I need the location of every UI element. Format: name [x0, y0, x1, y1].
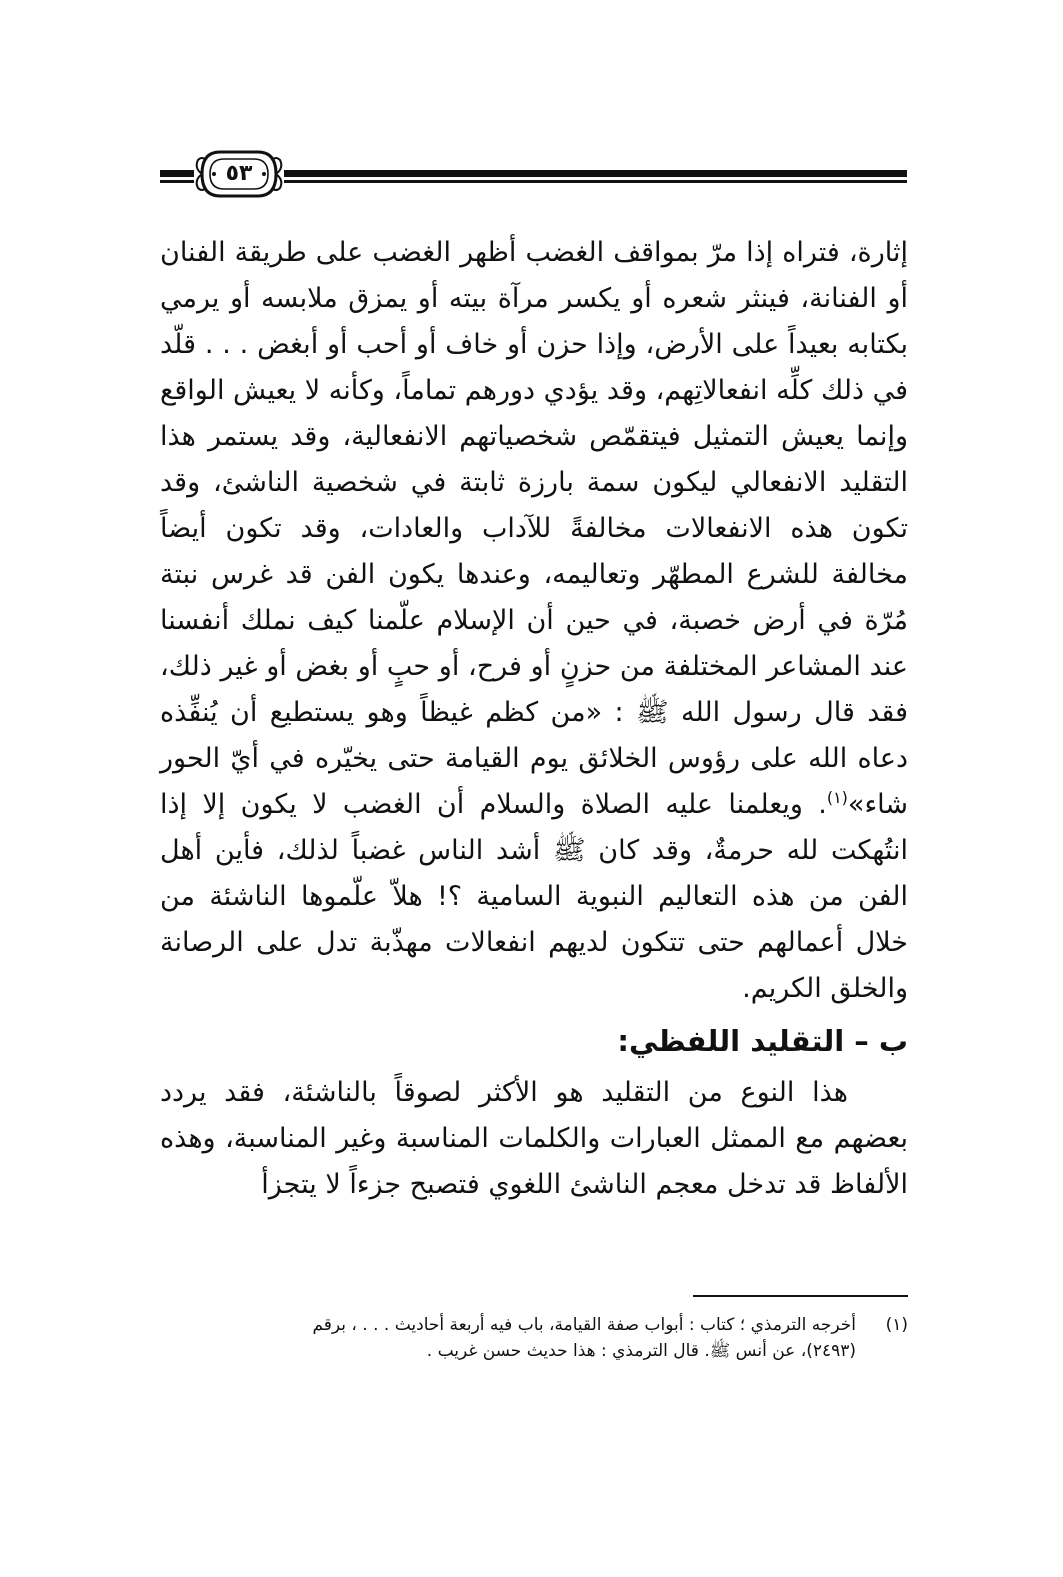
paragraph-2: هذا النوع من التقليد هو الأكثر لصوقاً بالناشئة، فقد يردد بعضهم مع الممثل العبارات والكلمات المناسبة وغير المناسبة، وهذه الألفاظ قد تدخل معجم الناشئ اللغوي فتصبح جزءاً لا يتجزأ: [160, 1077, 908, 1200]
main-text: [160, 230, 908, 1208]
page-header: [0, 0, 1063, 200]
footnote-line-1-text: أخرجه الترمذي ؛ كتاب : أبواب صفة القيامة، باب فيه أربعة أحاديث . . . ، برقم: [312, 1315, 856, 1335]
footnote-reference: (١): [826, 788, 848, 807]
header-rule-right: [284, 170, 907, 183]
page-number-ornament: [190, 146, 288, 202]
section-heading: ب – التقليد اللفظي:: [617, 1024, 908, 1058]
paragraph-1-text: إثارة، فتراه إذا مرّ بمواقف الغضب أظهر الغضب على طريقة الفنان أو الفنانة، فينثر شعره أو يكسر مرآة بيته أو يمزق ملابسه أو يرمي بكتابه بعيداً على الأرض، وإذا حزن أو خاف أو أحب أو أبغض . . . قلّد في ذلك كلِّه انفعالاتِهم، وقد يؤدي دورهم تماماً، وكأنه لا يعيش الواقع وإنما يعيش التمثيل فيتقمّص شخصياتهم الانفعالية، وقد يستمر هذا التقليد الانفعالي ليكون سمة بارزة ثابتة في شخصية الناشئ، وقد تكون هذه الانفعالات مخالفةً للآداب والعادات، وقد تكون أيضاً مخالفة للشرع المطهّر وتعاليمه، وعندها يكون الفن قد غرس نبتة مُرّة في أرض خصبة، في حين أن الإسلام علّمنا كيف نملك أنفسنا عند المشاعر المختلفة من حزنٍ أو فرح، أو حبٍ أو بغض أو غير ذلك، فقد قال رسول الله ﷺ : «من كظم غيظاً وهو يستطيع أن يُنفِّذه دعاه الله على رؤوس الخلائق يوم القيامة حتى يخيّره في أيّ الحور شاء»: [160, 237, 908, 820]
header-rule-left: [160, 170, 194, 183]
paragraph-1-end-text: . ويعلمنا عليه الصلاة والسلام أن الغضب لا يكون إلا إذا انتُهكت لله حرمةٌ، وقد كان ﷺ أشد الناس غضباً لذلك، فأين أهل الفن من هذه التعاليم النبوية السامية ؟! هلاّ علّموها الناشئة من خلال أعمالهم حتى تتكون لديهم انفعالات مهذّبة تدل على الرصانة والخلق الكريم.: [160, 789, 908, 1004]
footnote: [160, 1312, 908, 1364]
paragraph-1: [160, 230, 908, 1012]
footnote-line-1: [160, 1312, 908, 1338]
page-number: ٥٣: [225, 161, 253, 186]
footnote-number: (١): [885, 1315, 908, 1335]
footnote-separator: [693, 1295, 908, 1297]
footnote-line-2: (٢٤٩٣)، عن أنس ﷺ. قال الترمذي : هذا حديث حسن غريب .: [426, 1341, 856, 1361]
